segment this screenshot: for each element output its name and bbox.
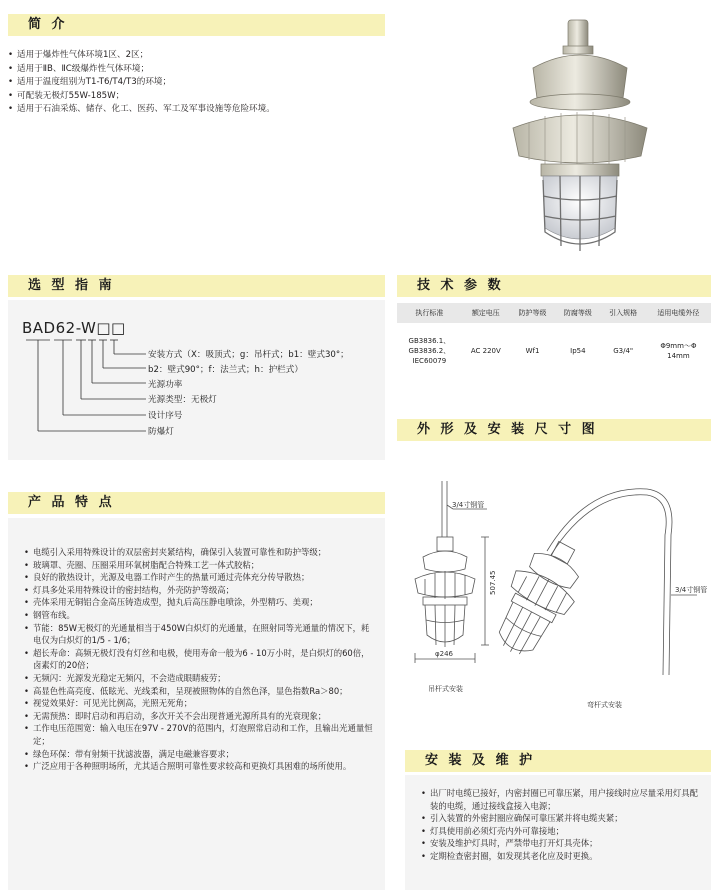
- cell-entry: G3/4": [613, 347, 634, 355]
- params-header: 技 术 参 数: [397, 275, 711, 297]
- cell-line: Φ9mm～Φ: [660, 342, 697, 350]
- list-item: • 高显色性高亮度、低眩光、光线柔和，呈现被照物体的自然色泽，显色指数Ra＞80；: [24, 685, 376, 698]
- list-item: • 电缆引入采用特殊设计的双层密封夹紧结构，确保引入装置可靠性和防护等级；: [24, 546, 376, 559]
- col-header: 适用电缆外径: [646, 303, 711, 323]
- list-item: • 引入装置的外密封圈应确保可靠压紧并将电缆夹紧；: [421, 812, 705, 825]
- list-item: • 无需预热：即时启动和再启动，多次开关不会出现普通光源所具有的光衰现象；: [24, 710, 376, 723]
- list-item: • 节能：85W无极灯的光通量相当于450W白炽灯的光通量，在照射同等光通量的情况下，耗电仅为白炽灯的1/5 - 1/6；: [24, 622, 376, 647]
- list-item: • 适用于ⅡB、ⅡC级爆炸性气体环境；: [8, 63, 388, 77]
- col-header: 执行标准: [397, 303, 462, 323]
- guide-header: 选 型 指 南: [8, 275, 385, 297]
- width-label: φ246: [435, 650, 453, 658]
- guide-panel: [8, 300, 385, 460]
- maintenance-list: [421, 787, 705, 863]
- guide-label-mount: 安装方式（X：吸顶式；g：吊杆式；b1：壁式30°；: [148, 350, 349, 360]
- height-label: 507.45: [489, 570, 497, 595]
- list-item: • 适用于石油采炼、储存、化工、医药、军工及军事设施等危险环境。: [8, 103, 388, 117]
- guide-label-type: 防爆灯: [148, 427, 174, 437]
- cell-cable: [646, 323, 711, 379]
- maintenance-header: 安 装 及 维 护: [405, 750, 711, 772]
- table-row: [397, 323, 711, 379]
- list-item: • 无频闪：光源发光稳定无频闪，不会造成眼睛疲劳；: [24, 672, 376, 685]
- guide-label-source: 光源类型：无极灯: [148, 395, 217, 405]
- guide-label-power: 光源功率: [148, 380, 183, 390]
- model-code: BAD62-W□□: [22, 319, 126, 337]
- features-list: [24, 546, 376, 773]
- features-header: 产 品 特 点: [8, 492, 385, 514]
- cell-line: GB3836.1、: [408, 337, 451, 345]
- col-header: 额定电压: [462, 303, 510, 323]
- features-panel: [8, 518, 385, 890]
- list-item: • 绿色环保：带有射频干扰滤波器，满足电磁兼容要求；: [24, 748, 376, 761]
- caption-right: 弯杆式安装: [587, 701, 622, 709]
- list-item: • 适用于爆炸性气体环境1区、2区；: [8, 49, 388, 63]
- heat-sink: [513, 115, 647, 163]
- list-item: • 出厂时电缆已接好，内密封圈已可靠压紧，用户接线时应尽量采用灯具配装的电缆，通过接线盒接入电源；: [421, 787, 705, 812]
- cell-corrosion: Ip54: [570, 347, 586, 355]
- dimension-drawing: [397, 445, 711, 715]
- pipe-label-left: 3/4寸钢管: [452, 501, 485, 509]
- list-item: • 超长寿命：高频无极灯没有灯丝和电极，使用寿命一般为6 - 10万小时，是白炽灯的60倍，卤素灯的20倍；: [24, 647, 376, 672]
- list-item: • 灯具多处采用特殊设计的密封结构，外壳防护等级高；: [24, 584, 376, 597]
- list-item: • 适用于温度组别为T1-T6/T4/T3的环境；: [8, 76, 388, 90]
- cell-line: 14mm: [667, 352, 690, 360]
- pipe-label-right: 3/4寸钢管: [675, 586, 708, 594]
- list-item: • 钢管布线。: [24, 609, 376, 622]
- cell-line: GB3836.2、: [408, 347, 451, 355]
- cell-voltage: AC 220V: [470, 347, 501, 355]
- cell-line: IEC60079: [412, 357, 447, 365]
- spec-table: [397, 303, 711, 379]
- maintenance-panel: [405, 775, 711, 890]
- col-header: 防腐等级: [555, 303, 600, 323]
- list-item: • 视觉效果好：可见光比例高，光照无死角；: [24, 697, 376, 710]
- cell-protection: Wf1: [525, 347, 540, 355]
- dims-header: 外 形 及 安 装 尺 寸 图: [397, 419, 711, 441]
- list-item: • 定期检查密封圈，如发现其老化应及时更换。: [421, 850, 705, 863]
- list-item: • 安装及维护灯具时，严禁带电打开灯具壳体；: [421, 837, 705, 850]
- intro-list: [8, 49, 388, 117]
- guide-label-serial: 设计序号: [148, 411, 183, 421]
- list-item: • 玻璃罩、壳圈、压圈采用环氧树脂配合特殊工艺一体式胶粘；: [24, 559, 376, 572]
- intro-header: 简 介: [8, 14, 385, 36]
- list-item: • 广泛应用于各种照明场所，尤其适合照明可靠性要求较高和更换灯具困难的场所使用。: [24, 760, 376, 773]
- col-header: 引入规格: [601, 303, 646, 323]
- cell-standard: [397, 323, 462, 379]
- list-item: • 良好的散热设计，光源及电器工作时产生的热量可通过壳体充分传导散热；: [24, 571, 376, 584]
- list-item: • 灯具使用前必须灯壳内外可靠接地；: [421, 825, 705, 838]
- guide-label-mount-2: b2：壁式90°；f：法兰式；h：护栏式）: [148, 365, 303, 375]
- model-code-diagram: [8, 300, 385, 460]
- list-item: • 可配装无极灯55W-185W；: [8, 90, 388, 104]
- caption-left: 吊杆式安装: [428, 685, 463, 693]
- list-item: • 壳体采用无铜铝合金高压铸造成型，抛丸后高压静电喷涂，外型精巧、美观；: [24, 596, 376, 609]
- col-header: 防护等级: [510, 303, 555, 323]
- table-header-row: [397, 303, 711, 323]
- product-photo: [505, 10, 655, 262]
- list-item: • 工作电压范围宽：输入电压在97V - 270V的范围内，灯泡照常启动和工作，且输出光通量恒定；: [24, 722, 376, 747]
